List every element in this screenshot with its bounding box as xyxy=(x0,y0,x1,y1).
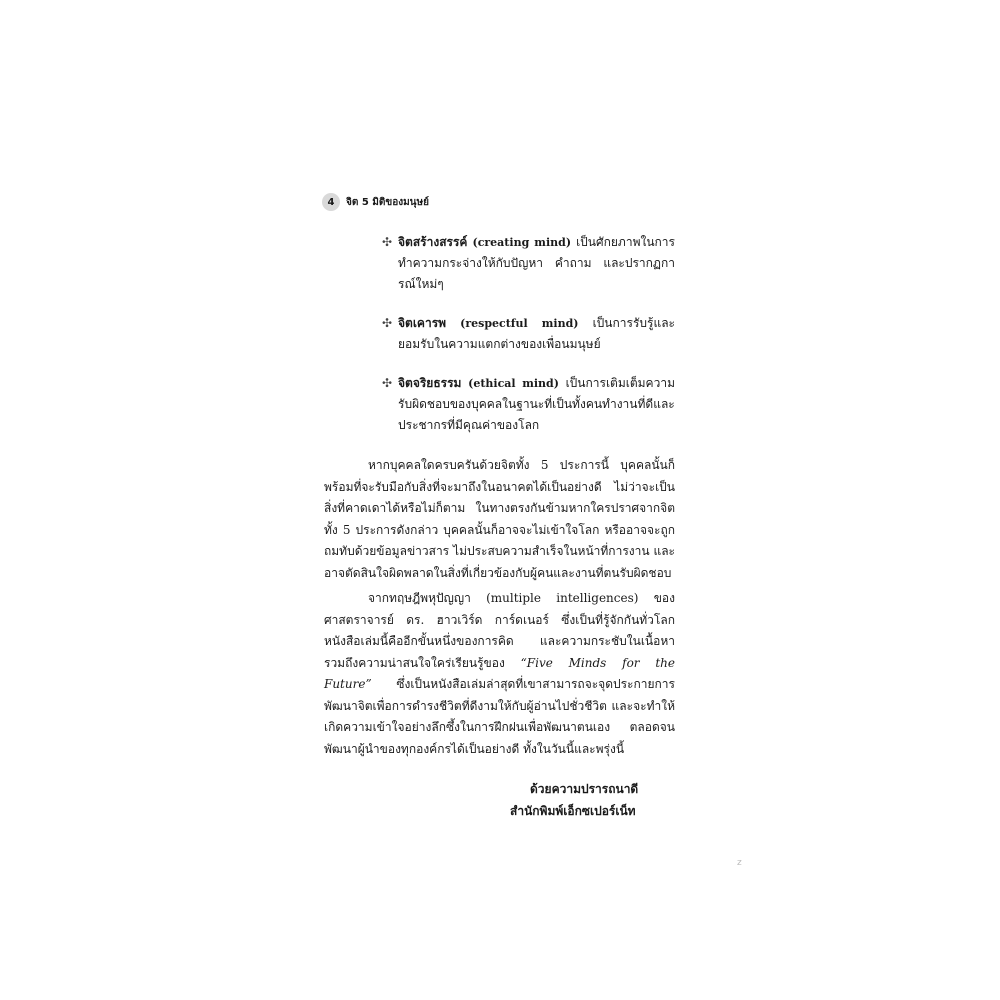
body-paragraph-1: หากบุคคลใดครบครันด้วยจิตทั้ง 5 ประการนี้ บุคคลนั้นก็พร้อมที่จะรับมือกับสิ่งที่จะมาถึงในอนาคตได้เป็นอย่างดี ไม่ว่าจะเป็นสิ่งที่คาดเดาได้หรือไม่ก็ตาม ในทางตรงกันข้ามหากใครปราศจากจิตทั้ง 5 ประการดังกล่าว บุคคลนั้นก็อาจจะไม่เข้าใจโลก หรืออาจจะถูกถมทับด้วยข้อมูลข่าวสาร ไม่ประสบความสำเร็จในหน้าที่การงาน และอาจตัดสินใจผิดพลาดในสิ่งที่เกี่ยวข้องกับผู้คนและงานที่ตนรับผิดชอบ xyxy=(324,458,675,580)
bullet-term: จิตสร้างสรรค์ xyxy=(398,235,468,249)
paragraph-2-after: ซึ่งเป็นหนังสือเล่มล่าสุดที่เขาสามารถจะจุดประกายการพัฒนาจิตเพื่อการดำรงชีวิตที่ดีงามให้กับผู้อ่านไปชั่วชีวิต และจะทำให้เกิดความเข้าใจอย่างลึกซึ้งในการฝึกฝนเพื่อพัฒนาตนเอง ตลอดจนพัฒนาผู้นำของทุกองค์กรได้เป็นอย่างดี ทั้งในวันนี้และพรุ่งนี้ xyxy=(324,677,675,756)
signature-publisher: สำนักพิมพ์เอ็กซเปอร์เน็ท xyxy=(510,804,636,818)
bullet-gloss: (respectful mind) xyxy=(460,317,579,330)
signature-closing: ด้วยความปรารถนาดี xyxy=(530,782,639,796)
running-title: จิต 5 มิติของมนุษย์ xyxy=(346,196,429,208)
bullet-item-ethical-mind xyxy=(382,373,675,436)
bullet-gloss: (ethical mind) xyxy=(468,377,559,390)
corner-mark: z xyxy=(737,858,742,868)
bullet-marker-icon: ✣ xyxy=(382,316,393,330)
bullet-term: จิตจริยธรรม xyxy=(398,376,462,390)
bullet-text: เป็นศักยภาพในการทำความกระจ่างให้กับปัญหา คำถาม และปรากฏการณ์ใหม่ๆ xyxy=(398,235,675,291)
bullet-item-respectful-mind xyxy=(382,313,675,355)
paragraph-2-before: จากทฤษฎีพหุปัญญา (multiple intelligences) ของศาสตราจารย์ ดร. ฮาวเวิร์ด การ์ดเนอร์ ซึ่งเป็นที่รู้จักกันทั่วโลก หนังสือเล่มนี้คืออีกขั้นหนึ่งของการคิด และความกระชับในเนื้อหา รวมถึงความน่าสนใจใคร่เรียนรู้ของ xyxy=(324,591,675,670)
bullet-marker-icon: ✣ xyxy=(382,235,393,249)
signature-block xyxy=(500,778,675,822)
bullet-gloss: (creating mind) xyxy=(472,236,572,249)
bullet-list xyxy=(382,232,675,436)
bullet-marker-icon: ✣ xyxy=(382,376,393,390)
page-number: 4 xyxy=(322,193,340,211)
bullet-item-creating-mind xyxy=(382,232,675,295)
body-paragraph-2 xyxy=(324,588,675,760)
bullet-text: เป็นการเติมเต็มความรับผิดชอบของบุคคลในฐานะที่เป็นทั้งคนทำงานที่ดีและประชากรที่มีคุณค่าของโลก xyxy=(398,376,675,432)
bullet-text: เป็นการรับรู้และยอมรับในความแตกต่างของเพื่อนมนุษย์ xyxy=(398,316,675,351)
bullet-term: จิตเคารพ xyxy=(398,316,447,330)
book-title: “Five Minds for the Future” xyxy=(324,655,675,691)
page-header xyxy=(322,193,429,211)
